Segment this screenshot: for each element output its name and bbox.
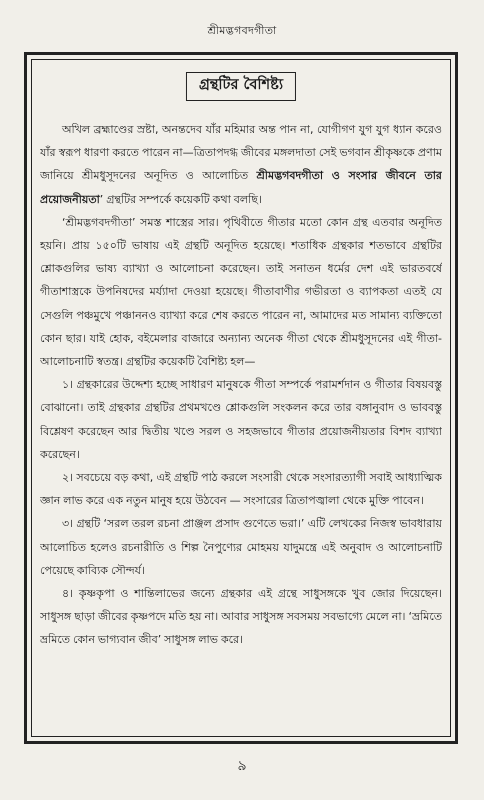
intro-bold-title: শ্রীমদ্ভগবদগীতা ও সংসার জীবনে তার প্রয়োজনীয়তা [40,169,442,206]
paragraph-point-2: ২। সবচেয়ে বড় কথা, এই গ্রন্থটি পাঠ করলে সংসারী থেকে সংসারত্যাগী সবাই আধ্যাত্মিক জ্ঞান লাভ করে এক নতুন মানুষ হয়ে উঠবেন — সংসারের ত্রিতাপজ্বালা থেকে মুক্তি পাবেন। [40,471,442,508]
intro-text: অখিল ব্রহ্মাণ্ডের স্রষ্টা, অনন্তদেব যাঁর মহিমার অন্ত পান না, যোগীগণ যুগ যুগ ধ্যান করেও যাঁর স্বরূপ ধারণা করতে পারেন না—ত্রিতাপদগ্ধ জীবের মঙ্গলদাতা সেই ভগবান শ্রীকৃষ্ণকে প্রণাম জানিয়ে শ্রীমধুসূদনের অনূদিত ও আলোচিত [40,123,442,183]
page-border-frame [24,52,458,744]
inner-border [31,59,451,737]
section-title: গ্রন্থটির বৈশিষ্ট্য [186,72,296,101]
paragraph-point-4: ৪। কৃষ্ণকৃপা ও শান্তিলাভের জন্যে গ্রন্থকার এই গ্রন্থে সাধুসঙ্গকে খুব জোর দিয়েছেন। সাধুসঙ্গ ছাড়া জীবের কৃষ্ণপদে মতি হয় না। আবার সাধুসঙ্গ সবসময় সবভাগ্যে মেলে না। ‘ভ্রমিতে ভ্রমিতে কোন ভাগ্যবান জীব’ সাধুসঙ্গ লাভ করে। [40,587,442,647]
paragraph-point-3: ৩। গ্রন্থটি ‘সরল তরল রচনা প্রাঞ্জল প্রসাদ গুণেতে ভরা।’ এটি লেখকের নিজস্ব ভাবধারায় আলোচিত হলেও রচনারীতি ও শিল্প নৈপুণ্যের মোহময় যাদুমন্ত্রে এই অনুবাদ ও আলোচনাটি পেয়েছে কাব্যিক সৌন্দর্য। [40,517,442,577]
paragraph-intro [40,118,442,211]
intro-text-end: ’ গ্রন্থটির সম্পর্কে কয়েকটি কথা বলছি। [99,192,262,206]
body-text [40,118,442,730]
paragraph-point-1: ১। গ্রন্থকারের উদ্দেশ্য হচ্ছে সাধারণ মানুষকে গীতা সম্পর্কে পরামর্শদান ও গীতার বিষয়বস্তু বোঝানো। তাই গ্রন্থকার গ্রন্থটির প্রথমখণ্ডে শ্লোকগুলি সংকলন করে তার বঙ্গানুবাদ ও ভাববস্তু বিশ্লেষণ করেছেন আর দ্বিতীয় খণ্ডে সরল ও সহজভাবে গীতার প্রয়োজনীয়তার বিশদ ব্যাখ্যা করেছেন। [40,378,442,461]
paragraph-gita: ‘শ্রীমদ্ভগবদগীতা’ সমস্ত শাস্ত্রের সার। পৃথিবীতে গীতার মতো কোন গ্রন্থ এতবার অনূদিত হয়নি। প্রায় ১৫০টি ভাষায় এই গ্রন্থটি অনূদিত হয়েছে। শতাধিক গ্রন্থকার শতভাবে গ্রন্থটির শ্লোকগুলির ভাষ্য ব্যাখ্যা ও আলোচনা করেছেন। তাই সনাতন ধর্মের দেশ এই ভারতবর্ষে গীতাশাস্ত্রকে উপনিষদের মর্য্যাদা দেওয়া হয়েছে। গীতাবাণীর গভীরতা ও ব্যাপকতা এতই যে সেগুলি পঞ্চমুখে পঞ্চাননও ব্যাখ্যা করে শেষ করতে পারেন না, আমাদের মত সামান্য ব্যক্তিতো কোন ছার। যাই হোক, বইমেলার বাজারে অন্যান্য অনেক গীতা থেকে শ্রীমধুসূদনের এই গীতা-আলোচনাটি স্বতন্ত্র। গ্রন্থটির কয়েকটি বৈশিষ্ট্য হল— [40,215,442,369]
page-number: ৯ [237,758,247,774]
running-header: শ্রীমদ্ভগবদগীতা [207,24,277,37]
